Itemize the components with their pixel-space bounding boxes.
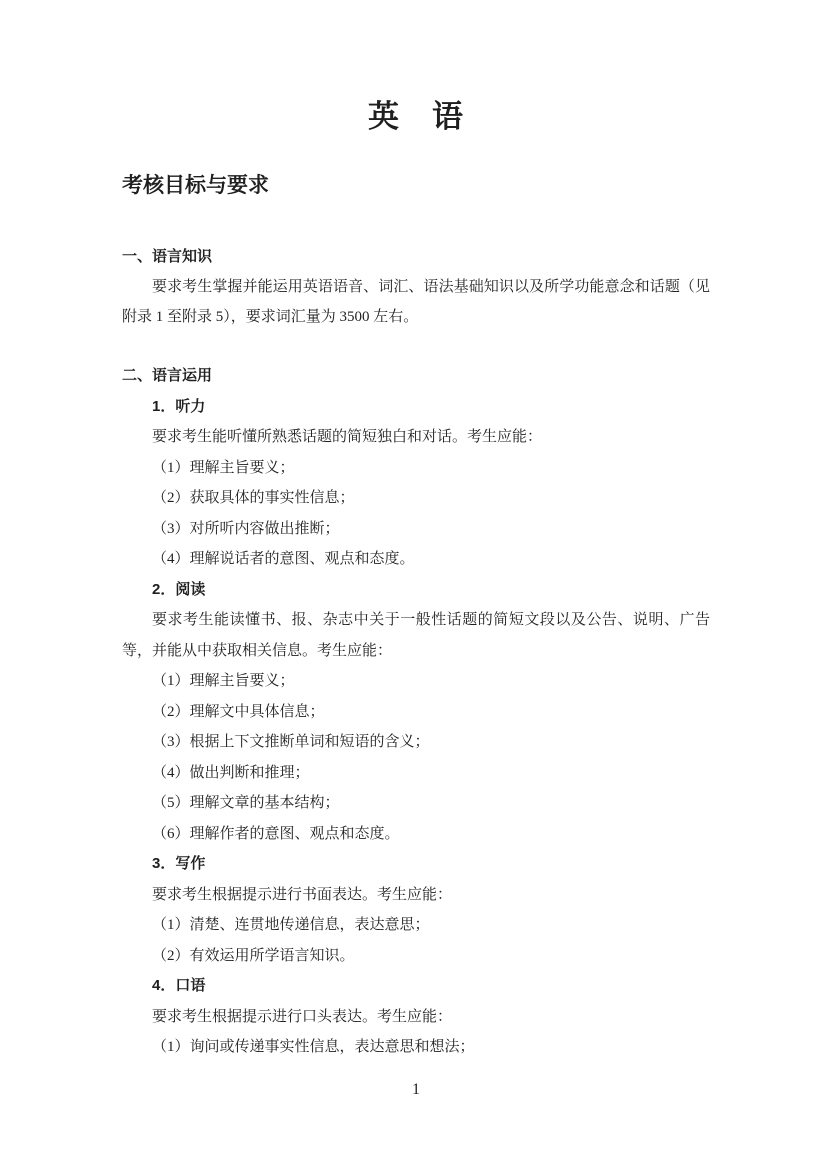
speaking-intro: 要求考生根据提示进行口头表达。考生应能：: [152, 1008, 453, 1025]
section-heading-language-use: 二、语言运用: [122, 367, 213, 384]
listening-intro: 要求考生能听懂所熟悉话题的简短独白和对话。考生应能：: [152, 429, 543, 445]
document-title: 英 语: [368, 99, 464, 134]
list-item: （1）理解主旨要义；: [152, 673, 295, 689]
subsection-heading-speaking: 4．口语: [152, 977, 206, 994]
subsection-reading: [122, 575, 710, 850]
subsection-speaking: [122, 971, 710, 1063]
list-item: （2）获取具体的事实性信息；: [152, 490, 355, 506]
language-knowledge-paragraph: 要求考生掌握并能运用英语语音、词汇、语法基础知识以及所学功能意念和话题（见附录 1 至附录 5），要求词汇量为 3500 左右。: [122, 279, 710, 325]
subsection-heading-listening: 1．听力: [152, 397, 206, 415]
list-item: （1）清楚、连贯地传递信息，表达意思；: [152, 917, 430, 933]
list-item: （6）理解作者的意图、观点和态度。: [152, 825, 400, 842]
list-item: （5）理解文章的基本结构；: [152, 795, 340, 811]
writing-intro: 要求考生根据提示进行书面表达。考生应能：: [152, 886, 453, 903]
section-heading-language-knowledge: 一、语言知识: [122, 248, 213, 265]
reading-intro: 要求考生能读懂书、报、杂志中关于一般性话题的简短文段以及公告、说明、广告等，并能从中获取相关信息。考生应能：: [122, 612, 710, 659]
page-number: 1: [412, 1081, 420, 1098]
subsection-listening: [122, 392, 710, 575]
list-item: （3）根据上下文推断单词和短语的含义；: [152, 734, 430, 750]
section-language-knowledge: [122, 242, 710, 332]
subsection-heading-reading: 2．阅读: [152, 580, 206, 598]
subsection-heading-writing: 3．写作: [152, 855, 206, 872]
list-item: （2）有效运用所学语言知识。: [152, 947, 355, 964]
list-item: （1）理解主旨要义；: [152, 459, 295, 476]
list-item: （4）做出判断和推理；: [152, 764, 310, 781]
list-item: （3）对所听内容做出推断；: [152, 520, 340, 537]
subsection-writing: [122, 849, 710, 971]
list-item: （1）询问或传递事实性信息，表达意思和想法；: [152, 1039, 475, 1055]
section-language-use: [122, 361, 710, 1063]
main-heading: 考核目标与要求: [122, 174, 269, 197]
list-item: （2）理解文中具体信息；: [152, 703, 325, 720]
list-item: （4）理解说话者的意图、观点和态度。: [152, 551, 415, 567]
